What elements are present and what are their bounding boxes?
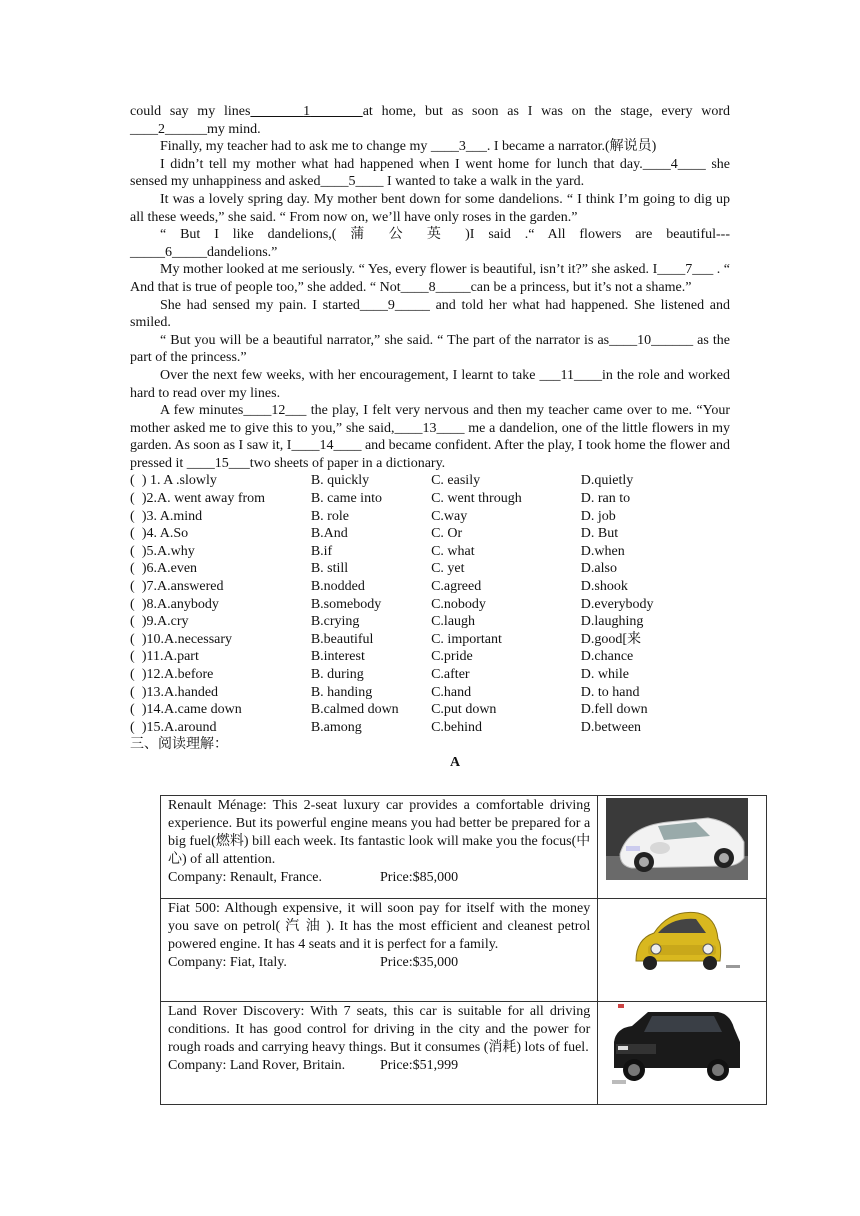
option-b: B. during — [310, 667, 364, 682]
answer-bracket: ( — [130, 631, 135, 647]
answer-bracket: ( — [130, 579, 135, 595]
option-row — [130, 560, 690, 578]
option-b: B.crying — [310, 614, 360, 630]
paragraph-dandelions-cont: _____6_____dandelions.” — [130, 244, 278, 260]
option-b: B. still — [310, 561, 349, 577]
answer-bracket: ( — [130, 719, 135, 735]
option-b: B. handing — [310, 684, 373, 700]
option-b: B. role — [310, 508, 349, 524]
option-row — [130, 701, 690, 719]
paragraph-didnt-tell: I didn’t tell my mother what had happened when I went home for lunch that day.____4____ she sensed my unhappiness and asked____5____ I wanted to take a walk in the yard. — [130, 156, 730, 190]
option-a: )3. A.mind — [141, 508, 203, 524]
option-c: C.pride — [431, 649, 473, 665]
car-description: Fiat 500: Although expensive, it will soon pay for itself with the money you save on petrol( 汽 油 ). It has the most efficient and cleanest petrol powered engine. It has 4 seats and it is perfect for a family. — [168, 901, 591, 952]
option-b: B.among — [310, 719, 362, 735]
cloze-passage — [130, 103, 730, 770]
option-a: )11.A.part — [141, 649, 199, 665]
option-c: C. what — [431, 543, 475, 559]
option-d: D. ran to — [580, 491, 631, 507]
black-suv-photo — [598, 1002, 758, 1102]
option-b: B.if — [310, 543, 333, 559]
option-c: C.behind — [431, 719, 483, 735]
car-description: Renault Ménage: This 2-seat luxury car provides a comfortable driving experience. But its powerful engine means you had better be prepared for a big fuel(燃料) bill each week. Its fantastic look will make you the focus(中心) of all attention. — [168, 798, 591, 867]
answer-bracket: ( — [130, 649, 135, 665]
answer-bracket: ( — [130, 491, 135, 507]
answer-bracket: ( — [130, 543, 135, 559]
option-row — [130, 631, 690, 649]
answer-bracket: ( — [130, 702, 135, 718]
option-d: D. to hand — [580, 684, 640, 700]
option-b: B.And — [310, 526, 348, 542]
option-a: )14.A.came down — [141, 702, 242, 718]
option-row — [130, 596, 690, 614]
car-price: Price:$51,999 — [380, 1058, 459, 1073]
white-convertible-car-photo — [598, 796, 758, 896]
option-c: C. yet — [431, 561, 465, 577]
answer-bracket: ( — [130, 684, 135, 700]
answer-bracket: ( — [130, 667, 135, 682]
option-b: B. quickly — [310, 473, 370, 489]
reading-label: A — [449, 755, 461, 771]
option-row — [130, 613, 690, 631]
option-row — [130, 508, 690, 526]
car-price: Price:$35,000 — [380, 955, 459, 970]
paragraph-mother-looked: My mother looked at me seriously. “ Yes, every flower is beautiful, isn’t it?” she asked. I____7___ . “ And that is true of people too,” she added. “ Not____8_____can be a princess, but it’s not a shame.” — [130, 262, 730, 295]
option-a: )15.A.around — [141, 719, 217, 735]
option-row — [130, 472, 690, 490]
option-b: B.interest — [310, 649, 365, 665]
option-c: C.after — [431, 667, 470, 682]
option-a: )13.A.handed — [141, 684, 219, 700]
paragraph-spring-day: It was a lovely spring day. My mother bent down for some dandelions. “ I think I’m going to dig up all these weeds,” she said. “ From now on, we’ll have only roses in the garden.” — [130, 191, 730, 225]
option-c: C. important — [431, 631, 502, 647]
option-b: B.somebody — [310, 596, 382, 612]
option-a: )10.A.necessary — [141, 631, 233, 647]
options-table — [130, 472, 690, 736]
answer-bracket: ( — [130, 596, 135, 612]
option-a: )4. A.So — [141, 526, 189, 542]
option-d: D.chance — [580, 649, 634, 665]
car-row-renault — [161, 796, 767, 899]
option-c: C. Or — [431, 526, 463, 542]
option-row — [130, 578, 690, 596]
passage-line-1: could say my lines 1 at home, but as soon as I was on the stage, every word — [130, 104, 731, 119]
option-row — [130, 648, 690, 666]
paragraph-dandelions: “ But I like dandelions,( 蒲 公 英 )I said .“ All flowers are beautiful--- — [160, 227, 730, 243]
option-b: B.beautiful — [310, 631, 374, 647]
option-d: D. while — [580, 667, 629, 682]
car-company: Company: Renault, France. — [168, 870, 322, 885]
option-a: )7.A.answered — [141, 579, 224, 595]
option-d: D.fell down — [580, 702, 648, 718]
option-c: C.agreed — [431, 579, 482, 595]
option-row — [130, 684, 690, 702]
option-d: D.quietly — [580, 473, 634, 489]
section-title: 三、阅读理解： — [130, 737, 228, 753]
option-c: C.nobody — [431, 596, 486, 612]
car-price: Price:$85,000 — [380, 870, 459, 885]
option-c: C. went through — [431, 491, 522, 507]
option-row — [130, 719, 690, 737]
option-d: D.shook — [580, 579, 628, 595]
answer-bracket: ( — [130, 473, 135, 489]
car-company: Company: Land Rover, Britain. — [168, 1058, 346, 1073]
option-d: D.also — [580, 561, 617, 577]
option-b: B.calmed down — [310, 702, 399, 718]
option-c: C. easily — [431, 473, 481, 489]
option-c: C.laugh — [431, 614, 476, 630]
option-d: D. But — [580, 526, 619, 542]
paragraph-narrator: “ But you will be a beautiful narrator,” she said. “ The part of the narrator is as____10______ as the part of the princess.” — [130, 332, 730, 366]
option-c: C.hand — [431, 684, 472, 700]
option-row — [130, 490, 690, 508]
passage-line-2: ____2______my mind. — [130, 121, 261, 137]
option-row — [130, 666, 690, 684]
option-c: C.put down — [431, 702, 497, 718]
option-d: D.laughing — [580, 614, 644, 630]
car-row-landrover — [161, 1002, 767, 1105]
answer-bracket: ( — [130, 561, 135, 577]
answer-bracket: ( — [130, 614, 135, 630]
option-row — [130, 525, 690, 543]
answer-bracket: ( — [130, 508, 135, 524]
option-d: D.between — [580, 719, 642, 735]
option-d: D.when — [580, 543, 625, 559]
paragraph-finally: Finally, my teacher had to ask me to change my ____3___. I became a narrator.(解说员) — [160, 139, 657, 155]
car-company: Company: Fiat, Italy. — [168, 955, 287, 970]
car-row-fiat — [161, 899, 767, 1002]
option-a: ) 1. A .slowly — [141, 473, 217, 489]
paragraph-few-minutes: A few minutes____12___ the play, I felt very nervous and then my teacher came over to me. “Your mother asked me to give this to you,” she said,____13____ me a dandelion, one of the little flowers in my garden. As soon as I saw it, I____14____ and became confident. After the play, I took home the flower and pressed it ____15___two sheets of paper in a dictionary. — [130, 403, 730, 471]
option-c: C.way — [431, 508, 468, 524]
option-d: D.everybody — [580, 596, 654, 612]
option-d: D. job — [580, 508, 616, 524]
option-a: )12.A.before — [141, 667, 214, 682]
paragraph-over-weeks: Over the next few weeks, with her encouragement, I learnt to take ___11____in the role and worked hard to read over my lines. — [130, 367, 730, 401]
option-a: )6.A.even — [141, 561, 198, 577]
car-description: Land Rover Discovery: With 7 seats, this car is suitable for all driving conditions. It has good control for driving in the city and the power for rough roads and carrying heavy things. But it consumes (消耗) lots of fuel. — [168, 1004, 591, 1055]
paragraph-sensed-pain: She had sensed my pain. I started____9_____ and told her what had happened. She listened and smiled. — [130, 297, 730, 331]
option-a: )2.A. went away from — [141, 491, 266, 507]
option-a: )5.A.why — [141, 543, 195, 559]
answer-bracket: ( — [130, 526, 135, 542]
yellow-small-car-photo — [598, 899, 758, 999]
option-row — [130, 543, 690, 561]
option-a: )9.A.cry — [141, 614, 189, 630]
option-b: B.nodded — [310, 579, 365, 595]
option-b: B. came into — [310, 491, 382, 507]
option-a: )8.A.anybody — [141, 596, 219, 612]
cars-table — [160, 795, 767, 1105]
option-d: D.good[来 — [580, 631, 642, 647]
